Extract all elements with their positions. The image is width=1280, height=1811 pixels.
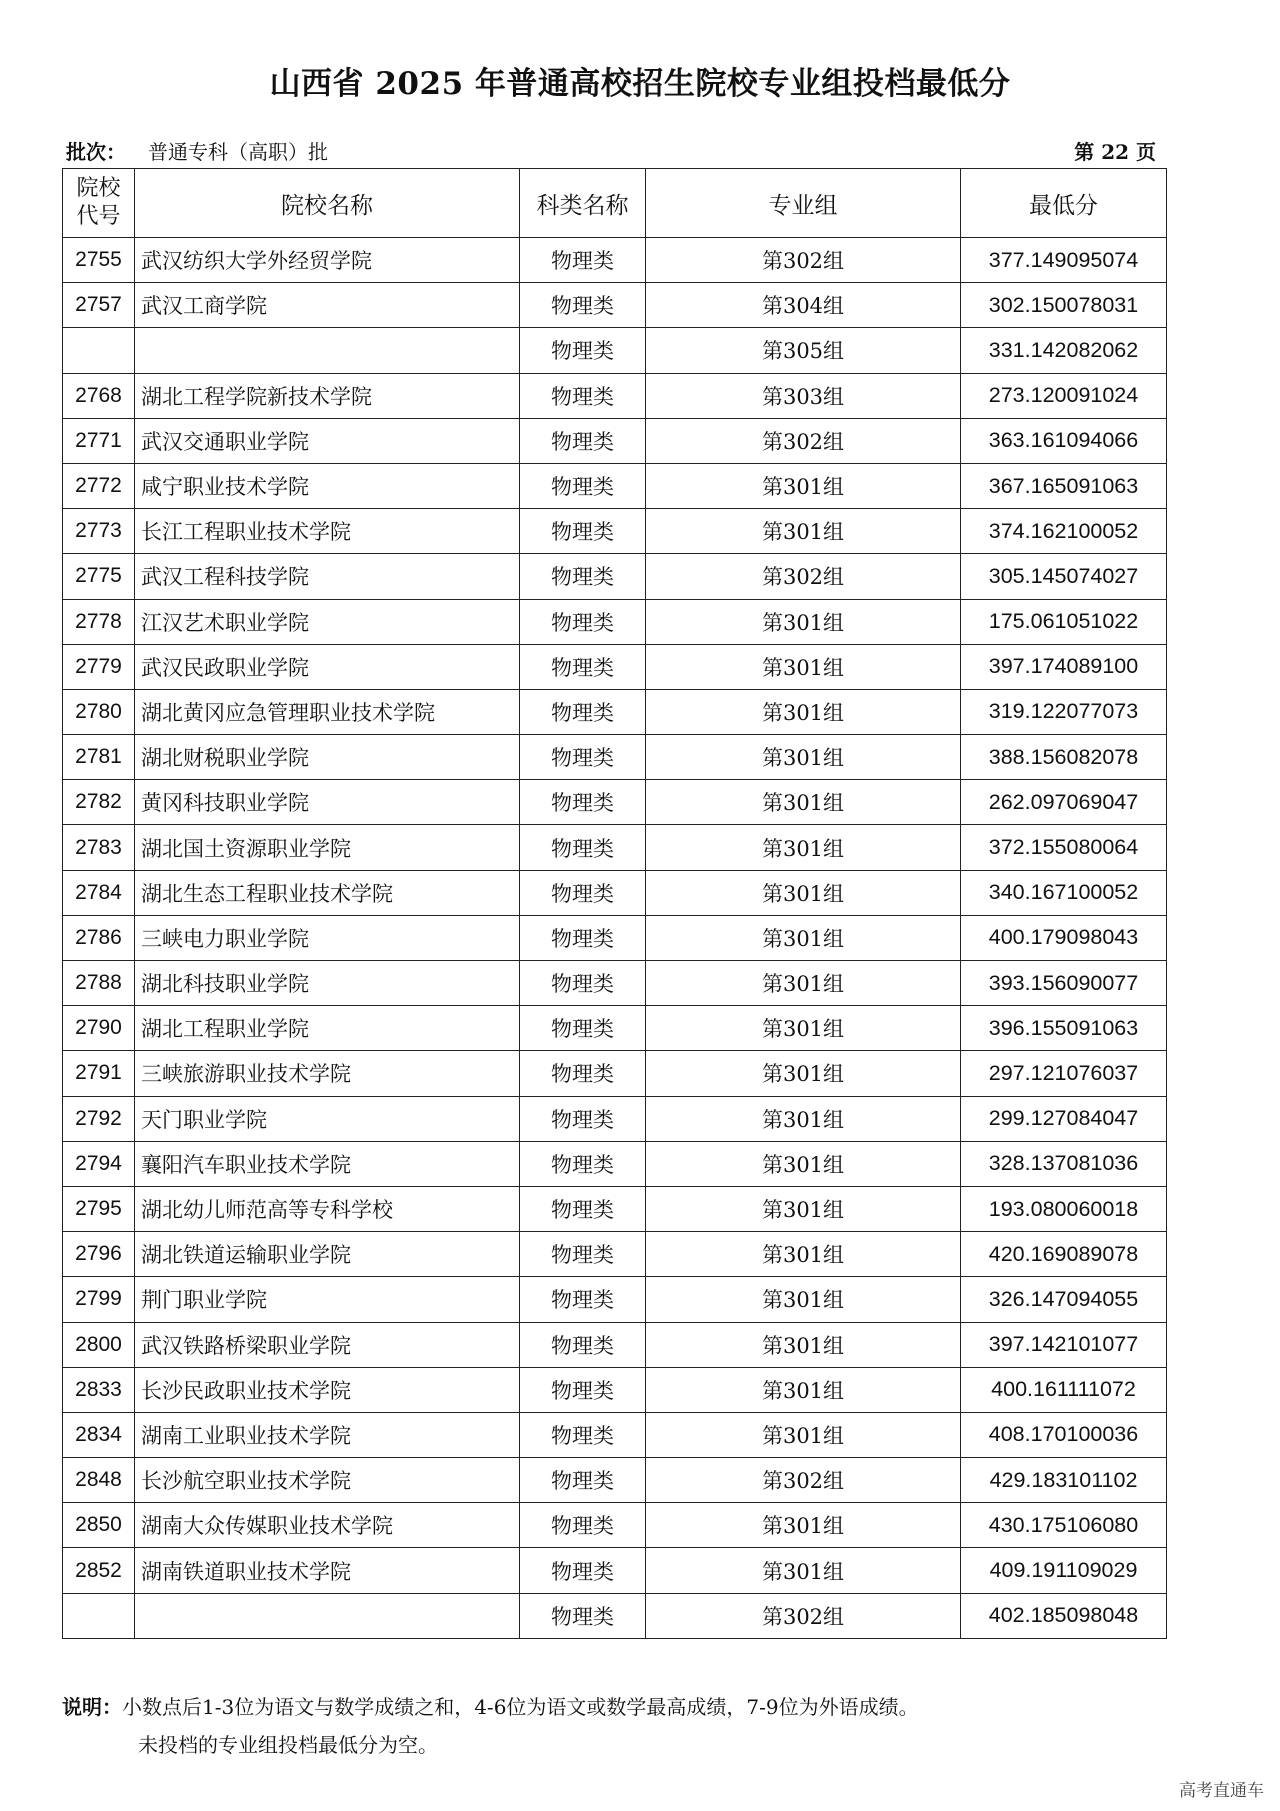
cell-category: 物理类 bbox=[520, 599, 646, 644]
cell-group: 第301组 bbox=[646, 599, 961, 644]
table-row bbox=[63, 599, 1167, 644]
cell-group: 第301组 bbox=[646, 1232, 961, 1277]
header-score: 最低分 bbox=[961, 169, 1167, 238]
cell-name: 黄冈科技职业学院 bbox=[135, 780, 520, 825]
cell-name: 武汉铁路桥梁职业学院 bbox=[135, 1322, 520, 1367]
cell-name: 湖北生态工程职业技术学院 bbox=[135, 870, 520, 915]
cell-score: 363.161094066 bbox=[961, 418, 1167, 463]
cell-name: 长沙民政职业技术学院 bbox=[135, 1367, 520, 1412]
batch-label: 批次： bbox=[66, 140, 126, 164]
cell-group: 第301组 bbox=[646, 825, 961, 870]
cell-category: 物理类 bbox=[520, 644, 646, 689]
table-row bbox=[63, 418, 1167, 463]
cell-score: 175.061051022 bbox=[961, 599, 1167, 644]
cell-category: 物理类 bbox=[520, 554, 646, 599]
cell-name: 武汉工商学院 bbox=[135, 283, 520, 328]
cell-group: 第301组 bbox=[646, 780, 961, 825]
cell-category: 物理类 bbox=[520, 1412, 646, 1457]
cell-name: 襄阳汽车职业技术学院 bbox=[135, 1141, 520, 1186]
cell-name: 武汉交通职业学院 bbox=[135, 418, 520, 463]
watermark: 高考直通车 bbox=[1179, 1781, 1264, 1801]
table-row bbox=[63, 1096, 1167, 1141]
cell-code: 2850 bbox=[63, 1503, 135, 1548]
cell-score: 273.120091024 bbox=[961, 373, 1167, 418]
cell-name: 武汉纺织大学外经贸学院 bbox=[135, 238, 520, 283]
cell-group: 第302组 bbox=[646, 1458, 961, 1503]
cell-group: 第302组 bbox=[646, 1593, 961, 1638]
cell-group: 第303组 bbox=[646, 373, 961, 418]
table-header-row bbox=[63, 169, 1167, 238]
table-row bbox=[63, 780, 1167, 825]
cell-code: 2755 bbox=[63, 238, 135, 283]
cell-score: 397.142101077 bbox=[961, 1322, 1167, 1367]
cell-group: 第301组 bbox=[646, 689, 961, 734]
cell-group: 第301组 bbox=[646, 1096, 961, 1141]
cell-group: 第301组 bbox=[646, 735, 961, 780]
cell-group: 第301组 bbox=[646, 1006, 961, 1051]
table-row bbox=[63, 961, 1167, 1006]
header-code bbox=[63, 169, 135, 238]
cell-score: 377.149095074 bbox=[961, 238, 1167, 283]
cell-score: 326.147094055 bbox=[961, 1277, 1167, 1322]
cell-category: 物理类 bbox=[520, 961, 646, 1006]
cell-code: 2783 bbox=[63, 825, 135, 870]
header-group: 专业组 bbox=[646, 169, 961, 238]
cell-name: 天门职业学院 bbox=[135, 1096, 520, 1141]
cell-category: 物理类 bbox=[520, 735, 646, 780]
cell-group: 第301组 bbox=[646, 1367, 961, 1412]
cell-name: 湖北国土资源职业学院 bbox=[135, 825, 520, 870]
cell-category: 物理类 bbox=[520, 373, 646, 418]
cell-category: 物理类 bbox=[520, 238, 646, 283]
cell-category: 物理类 bbox=[520, 463, 646, 508]
table-row bbox=[63, 283, 1167, 328]
cell-code: 2792 bbox=[63, 1096, 135, 1141]
cell-code: 2773 bbox=[63, 509, 135, 554]
cell-name bbox=[135, 328, 520, 373]
cell-category: 物理类 bbox=[520, 689, 646, 734]
table-row bbox=[63, 1232, 1167, 1277]
cell-group: 第301组 bbox=[646, 644, 961, 689]
cell-category: 物理类 bbox=[520, 1186, 646, 1231]
cell-score: 262.097069047 bbox=[961, 780, 1167, 825]
table-row bbox=[63, 644, 1167, 689]
cell-category: 物理类 bbox=[520, 780, 646, 825]
cell-name: 三峡电力职业学院 bbox=[135, 915, 520, 960]
table-row bbox=[63, 1322, 1167, 1367]
cell-code: 2790 bbox=[63, 1006, 135, 1051]
table-row bbox=[63, 373, 1167, 418]
cell-name: 湖北科技职业学院 bbox=[135, 961, 520, 1006]
table-row bbox=[63, 1593, 1167, 1638]
cell-code: 2834 bbox=[63, 1412, 135, 1457]
note bbox=[62, 1688, 919, 1764]
table-row bbox=[63, 870, 1167, 915]
cell-score: 409.191109029 bbox=[961, 1548, 1167, 1593]
cell-category: 物理类 bbox=[520, 1232, 646, 1277]
cell-score: 420.169089078 bbox=[961, 1232, 1167, 1277]
table-row bbox=[63, 689, 1167, 734]
cell-group: 第305组 bbox=[646, 328, 961, 373]
cell-code: 2833 bbox=[63, 1367, 135, 1412]
cell-code: 2786 bbox=[63, 915, 135, 960]
cell-code: 2784 bbox=[63, 870, 135, 915]
cell-group: 第301组 bbox=[646, 1503, 961, 1548]
cell-code: 2757 bbox=[63, 283, 135, 328]
cell-category: 物理类 bbox=[520, 825, 646, 870]
cell-score: 397.174089100 bbox=[961, 644, 1167, 689]
cell-name: 湖南铁道职业技术学院 bbox=[135, 1548, 520, 1593]
cell-name: 湖北铁道运输职业学院 bbox=[135, 1232, 520, 1277]
table-row bbox=[63, 463, 1167, 508]
cell-score: 319.122077073 bbox=[961, 689, 1167, 734]
score-table bbox=[62, 168, 1167, 1639]
cell-score: 297.121076037 bbox=[961, 1051, 1167, 1096]
cell-code: 2852 bbox=[63, 1548, 135, 1593]
table-row bbox=[63, 825, 1167, 870]
cell-score: 393.156090077 bbox=[961, 961, 1167, 1006]
cell-score: 430.175106080 bbox=[961, 1503, 1167, 1548]
cell-score: 331.142082062 bbox=[961, 328, 1167, 373]
cell-category: 物理类 bbox=[520, 1548, 646, 1593]
table-row bbox=[63, 554, 1167, 599]
cell-group: 第301组 bbox=[646, 1051, 961, 1096]
cell-category: 物理类 bbox=[520, 1593, 646, 1638]
table-row bbox=[63, 1412, 1167, 1457]
header-category: 科类名称 bbox=[520, 169, 646, 238]
table-row bbox=[63, 735, 1167, 780]
cell-name: 湖北黄冈应急管理职业技术学院 bbox=[135, 689, 520, 734]
cell-code: 2799 bbox=[63, 1277, 135, 1322]
table-row bbox=[63, 328, 1167, 373]
cell-category: 物理类 bbox=[520, 1322, 646, 1367]
cell-name: 江汉艺术职业学院 bbox=[135, 599, 520, 644]
table-body bbox=[63, 238, 1167, 1639]
cell-score: 388.156082078 bbox=[961, 735, 1167, 780]
cell-category: 物理类 bbox=[520, 283, 646, 328]
cell-category: 物理类 bbox=[520, 1006, 646, 1051]
table-row bbox=[63, 1503, 1167, 1548]
cell-group: 第302组 bbox=[646, 418, 961, 463]
cell-group: 第301组 bbox=[646, 463, 961, 508]
cell-code bbox=[63, 328, 135, 373]
cell-score: 340.167100052 bbox=[961, 870, 1167, 915]
cell-code: 2795 bbox=[63, 1186, 135, 1231]
page-number: 第 22 页 bbox=[1074, 140, 1156, 164]
cell-category: 物理类 bbox=[520, 915, 646, 960]
cell-name: 湖北财税职业学院 bbox=[135, 735, 520, 780]
batch-info bbox=[66, 136, 328, 165]
cell-group: 第301组 bbox=[646, 1548, 961, 1593]
cell-category: 物理类 bbox=[520, 1096, 646, 1141]
cell-group: 第304组 bbox=[646, 283, 961, 328]
table-row bbox=[63, 238, 1167, 283]
batch-value: 普通专科（高职）批 bbox=[148, 140, 328, 164]
cell-name: 武汉民政职业学院 bbox=[135, 644, 520, 689]
cell-name: 长沙航空职业技术学院 bbox=[135, 1458, 520, 1503]
cell-score: 367.165091063 bbox=[961, 463, 1167, 508]
table-row bbox=[63, 1006, 1167, 1051]
cell-category: 物理类 bbox=[520, 1367, 646, 1412]
cell-code: 2778 bbox=[63, 599, 135, 644]
cell-category: 物理类 bbox=[520, 509, 646, 554]
cell-score: 193.080060018 bbox=[961, 1186, 1167, 1231]
cell-category: 物理类 bbox=[520, 1503, 646, 1548]
cell-group: 第301组 bbox=[646, 961, 961, 1006]
cell-score: 408.170100036 bbox=[961, 1412, 1167, 1457]
cell-name: 湖北幼儿师范高等专科学校 bbox=[135, 1186, 520, 1231]
cell-code: 2772 bbox=[63, 463, 135, 508]
cell-name: 咸宁职业技术学院 bbox=[135, 463, 520, 508]
cell-score: 305.145074027 bbox=[961, 554, 1167, 599]
table-row bbox=[63, 1548, 1167, 1593]
cell-score: 299.127084047 bbox=[961, 1096, 1167, 1141]
header-name: 院校名称 bbox=[135, 169, 520, 238]
note-label: 说明： bbox=[62, 1695, 122, 1719]
cell-code: 2782 bbox=[63, 780, 135, 825]
cell-score: 396.155091063 bbox=[961, 1006, 1167, 1051]
cell-group: 第301组 bbox=[646, 1186, 961, 1231]
cell-group: 第301组 bbox=[646, 1141, 961, 1186]
cell-score: 372.155080064 bbox=[961, 825, 1167, 870]
cell-name: 荆门职业学院 bbox=[135, 1277, 520, 1322]
cell-score: 400.161111072 bbox=[961, 1367, 1167, 1412]
cell-code: 2791 bbox=[63, 1051, 135, 1096]
cell-name: 湖南大众传媒职业技术学院 bbox=[135, 1503, 520, 1548]
note-line1: 小数点后1-3位为语文与数学成绩之和，4-6位为语文或数学最高成绩，7-9位为外语成绩。 bbox=[122, 1695, 919, 1719]
cell-category: 物理类 bbox=[520, 418, 646, 463]
cell-name: 武汉工程科技学院 bbox=[135, 554, 520, 599]
table-row bbox=[63, 1051, 1167, 1096]
cell-code: 2788 bbox=[63, 961, 135, 1006]
cell-name: 长江工程职业技术学院 bbox=[135, 509, 520, 554]
cell-name: 湖南工业职业技术学院 bbox=[135, 1412, 520, 1457]
table-row bbox=[63, 1141, 1167, 1186]
cell-group: 第301组 bbox=[646, 1412, 961, 1457]
cell-code: 2800 bbox=[63, 1322, 135, 1367]
cell-code: 2796 bbox=[63, 1232, 135, 1277]
table-row bbox=[63, 1277, 1167, 1322]
cell-category: 物理类 bbox=[520, 1277, 646, 1322]
cell-score: 400.179098043 bbox=[961, 915, 1167, 960]
cell-code: 2775 bbox=[63, 554, 135, 599]
cell-code: 2768 bbox=[63, 373, 135, 418]
cell-category: 物理类 bbox=[520, 870, 646, 915]
table-row bbox=[63, 1367, 1167, 1412]
cell-group: 第301组 bbox=[646, 915, 961, 960]
cell-code: 2781 bbox=[63, 735, 135, 780]
cell-category: 物理类 bbox=[520, 328, 646, 373]
cell-name: 湖北工程职业学院 bbox=[135, 1006, 520, 1051]
cell-category: 物理类 bbox=[520, 1458, 646, 1503]
header-code-line1: 院校 bbox=[76, 176, 121, 201]
cell-group: 第301组 bbox=[646, 1277, 961, 1322]
table-row bbox=[63, 509, 1167, 554]
cell-group: 第301组 bbox=[646, 870, 961, 915]
note-line2: 未投档的专业组投档最低分为空。 bbox=[138, 1733, 438, 1757]
cell-code bbox=[63, 1593, 135, 1638]
cell-score: 429.183101102 bbox=[961, 1458, 1167, 1503]
cell-score: 402.185098048 bbox=[961, 1593, 1167, 1638]
table-row bbox=[63, 1458, 1167, 1503]
table-row bbox=[63, 915, 1167, 960]
cell-code: 2848 bbox=[63, 1458, 135, 1503]
cell-score: 374.162100052 bbox=[961, 509, 1167, 554]
cell-group: 第302组 bbox=[646, 238, 961, 283]
header-code-line2: 代号 bbox=[76, 204, 121, 229]
cell-score: 302.150078031 bbox=[961, 283, 1167, 328]
cell-group: 第301组 bbox=[646, 1322, 961, 1367]
cell-code: 2780 bbox=[63, 689, 135, 734]
cell-group: 第301组 bbox=[646, 509, 961, 554]
cell-category: 物理类 bbox=[520, 1141, 646, 1186]
cell-code: 2771 bbox=[63, 418, 135, 463]
cell-name bbox=[135, 1593, 520, 1638]
cell-code: 2779 bbox=[63, 644, 135, 689]
cell-name: 湖北工程学院新技术学院 bbox=[135, 373, 520, 418]
table-row bbox=[63, 1186, 1167, 1231]
cell-score: 328.137081036 bbox=[961, 1141, 1167, 1186]
cell-name: 三峡旅游职业技术学院 bbox=[135, 1051, 520, 1096]
cell-category: 物理类 bbox=[520, 1051, 646, 1096]
cell-group: 第302组 bbox=[646, 554, 961, 599]
page-title: 山西省 2025 年普通高校招生院校专业组投档最低分 bbox=[269, 66, 1011, 102]
cell-code: 2794 bbox=[63, 1141, 135, 1186]
